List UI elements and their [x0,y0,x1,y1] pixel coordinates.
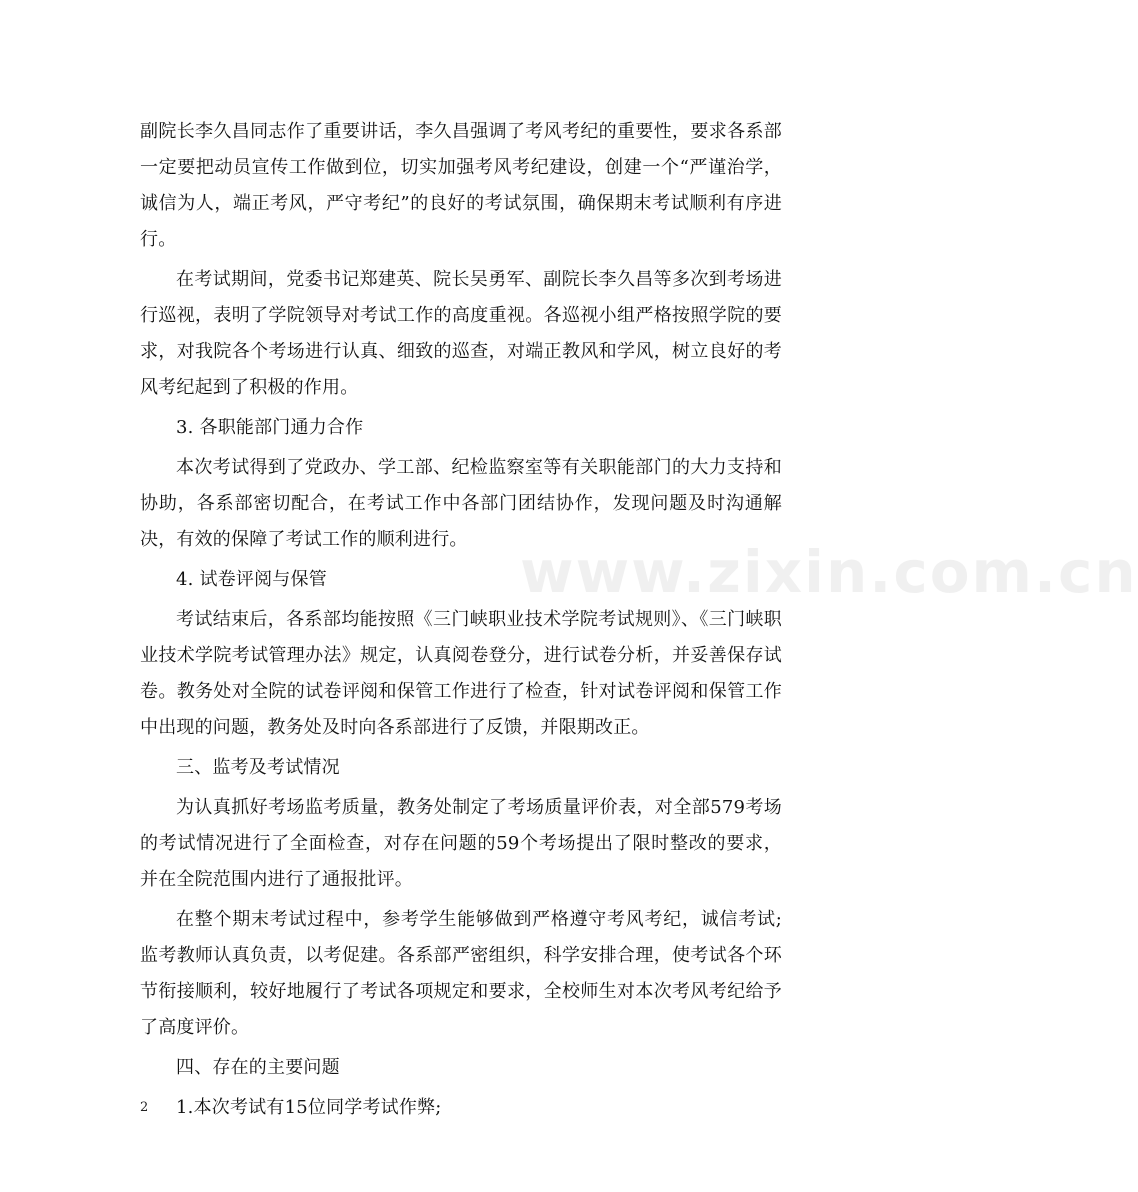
paragraph-4: 考试结束后，各系部均能按照《三门峡职业技术学院考试规则》、《三门峡职业技术学院考试管理办法》规定，认真阅卷登分，进行试卷分析，并妥善保存试卷。教务处对全院的试卷评阅和保管工作进行了检查，针对试卷评阅和保管工作中出现的问题，教务处及时向各系部进行了反馈，并限期改正。 [140,609,782,738]
page-number: 2 [140,1100,149,1115]
paragraph-1: 副院长李久昌同志作了重要讲话，李久昌强调了考风考纪的重要性，要求各系部一定要把动员宣传工作做到位，切实加强考风考纪建设，创建一个“严谨治学，诚信为人，端正考风，严守考纪”的良好的考试氛围，确保期末考试顺利有序进行。 [140,121,782,250]
paragraph-6: 在整个期末考试过程中，参考学生能够做到严格遵守考风考纪，诚信考试;监考教师认真负责，以考促建。各系部严密组织，科学安排合理，使考试各个环节衔接顺利，较好地履行了考试各项规定和要求，全校师生对本次考风考纪给予了高度评价。 [140,909,782,1038]
paragraph-2: 在考试期间，党委书记郑建英、院长吴勇军、副院长李久昌等多次到考场进行巡视，表明了学院领导对考试工作的高度重视。各巡视小组严格按照学院的要求，对我院各个考场进行认真、细致的巡查，对端正教风和学风，树立良好的考风考纪起到了积极的作用。 [140,269,782,398]
paragraph-3: 本次考试得到了党政办、学工部、纪检监察室等有关职能部门的大力支持和协助，各系部密切配合，在考试工作中各部门团结协作，发现问题及时沟通解决，有效的保障了考试工作的顺利进行。 [140,457,782,550]
section-heading-problems: 四、存在的主要问题 [176,1057,340,1078]
section-heading-3: 3. 各职能部门通力合作 [176,417,364,438]
paragraph-5: 为认真抓好考场监考质量，教务处制定了考场质量评价表，对全部579考场的考试情况进行了全面检查，对存在问题的59个考场提出了限时整改的要求，并在全院范围内进行了通报批评。 [140,797,782,890]
section-heading-invigilation: 三、监考及考试情况 [176,757,340,778]
watermark: www.zixin.com.cn [520,538,1138,606]
section-heading-4: 4. 试卷评阅与保管 [176,569,327,590]
paragraph-7: 1.本次考试有15位同学考试作弊; [176,1097,442,1118]
document-body [140,114,782,1130]
